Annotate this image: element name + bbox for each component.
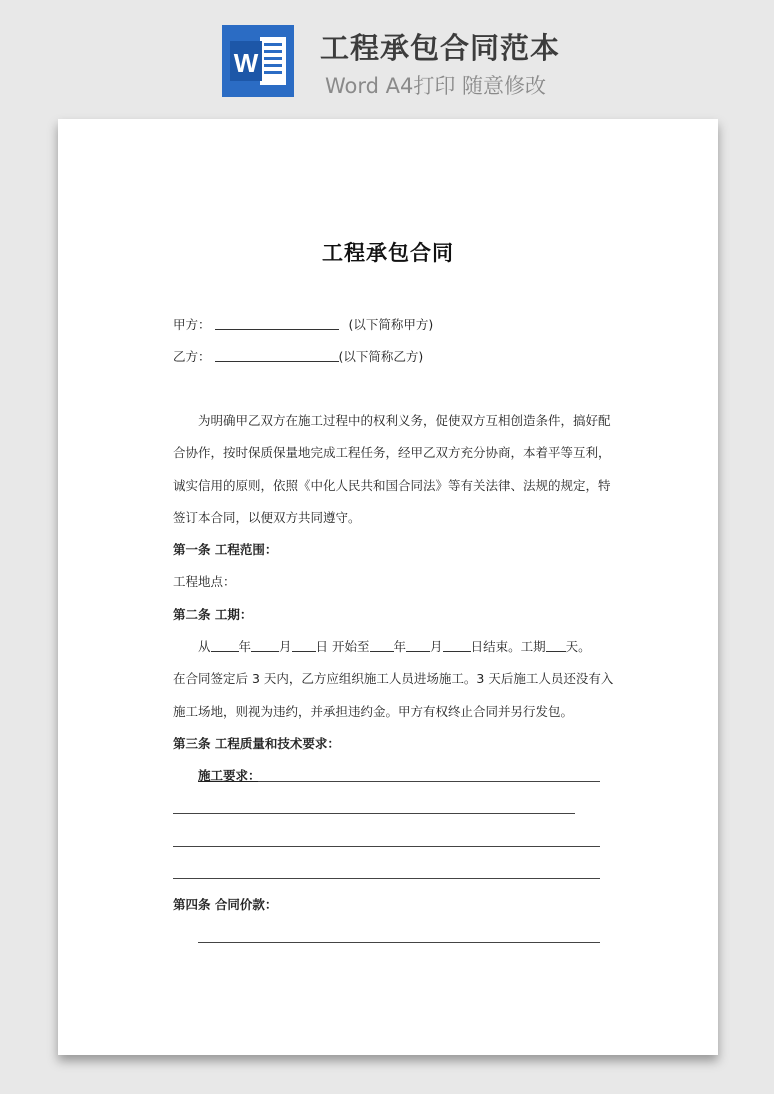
party-b-line (173, 347, 423, 365)
period-month-2: 月 (430, 639, 443, 654)
period-month-1: 月 (279, 639, 292, 654)
document-page (58, 119, 718, 1055)
article-2-title: 第二条 工期： (173, 607, 253, 622)
article-4-title: 第四条 合同价款： (173, 897, 278, 912)
article-1-title: 第一条 工程范围： (173, 542, 278, 557)
party-b-label: 乙方： (173, 349, 211, 364)
page-subtitle: Word A4打印 随意修改 (325, 74, 547, 98)
intro-line-3: 诚实信用的原则，依照《中化人民共和国合同法》等有关法律、法规的规定，特 (173, 478, 611, 493)
requirements-line-3[interactable] (173, 846, 600, 847)
document-title: 工程承包合同 (322, 241, 454, 265)
article-2-text-1: 在合同签定后 3 天内，乙方应组织施工人员进场施工。3 天后施工人员还没有入 (173, 671, 614, 686)
start-month-blank[interactable] (251, 639, 279, 652)
intro-line-4: 签订本合同，以便双方共同遵守。 (173, 510, 361, 525)
party-b-blank[interactable] (215, 349, 339, 362)
period-year-2: 年 (393, 639, 407, 654)
period-end: 日结束。工期 (470, 639, 546, 654)
period-days: 天。 (565, 639, 591, 654)
start-year-blank[interactable] (211, 639, 239, 652)
party-b-note: (以下简称乙方) (338, 349, 424, 364)
requirements-line-1[interactable] (258, 781, 600, 782)
word-document-icon (222, 25, 294, 97)
end-day-blank[interactable] (443, 639, 471, 652)
intro-line-2: 合协作，按时保质保量地完成工程任务，经甲乙双方充分协商，本着平等互利， (173, 445, 611, 460)
article-2-period (198, 637, 591, 655)
party-a-blank[interactable] (215, 317, 339, 330)
start-day-blank[interactable] (292, 639, 316, 652)
period-year-1: 年 (238, 639, 252, 654)
page-title: 工程承包合同范本 (320, 31, 561, 65)
period-day-1: 日 开始至 (315, 639, 370, 654)
requirements-line-4[interactable] (173, 878, 600, 879)
end-month-blank[interactable] (406, 639, 430, 652)
intro-line-1: 为明确甲乙双方在施工过程中的权利义务，促使双方互相创造条件，搞好配 (198, 413, 611, 428)
party-a-note: (以下简称甲方) (348, 317, 434, 332)
contract-price-line[interactable] (198, 942, 600, 943)
party-a-line (173, 315, 433, 333)
requirements-line-2[interactable] (173, 813, 575, 814)
construction-requirements-label: 施工要求： (198, 768, 261, 783)
article-2-text-2: 施工场地，则视为违约，并承担违约金。甲方有权终止合同并另行发包。 (173, 704, 574, 719)
party-a-label: 甲方： (173, 317, 211, 332)
article-3-title: 第三条 工程质量和技术要求： (173, 736, 340, 751)
article-1-site: 工程地点： (173, 574, 236, 589)
period-from: 从 (198, 639, 211, 654)
end-year-blank[interactable] (370, 639, 394, 652)
days-blank[interactable] (546, 639, 566, 652)
word-icon-letter: W (233, 48, 259, 78)
header (0, 0, 774, 110)
